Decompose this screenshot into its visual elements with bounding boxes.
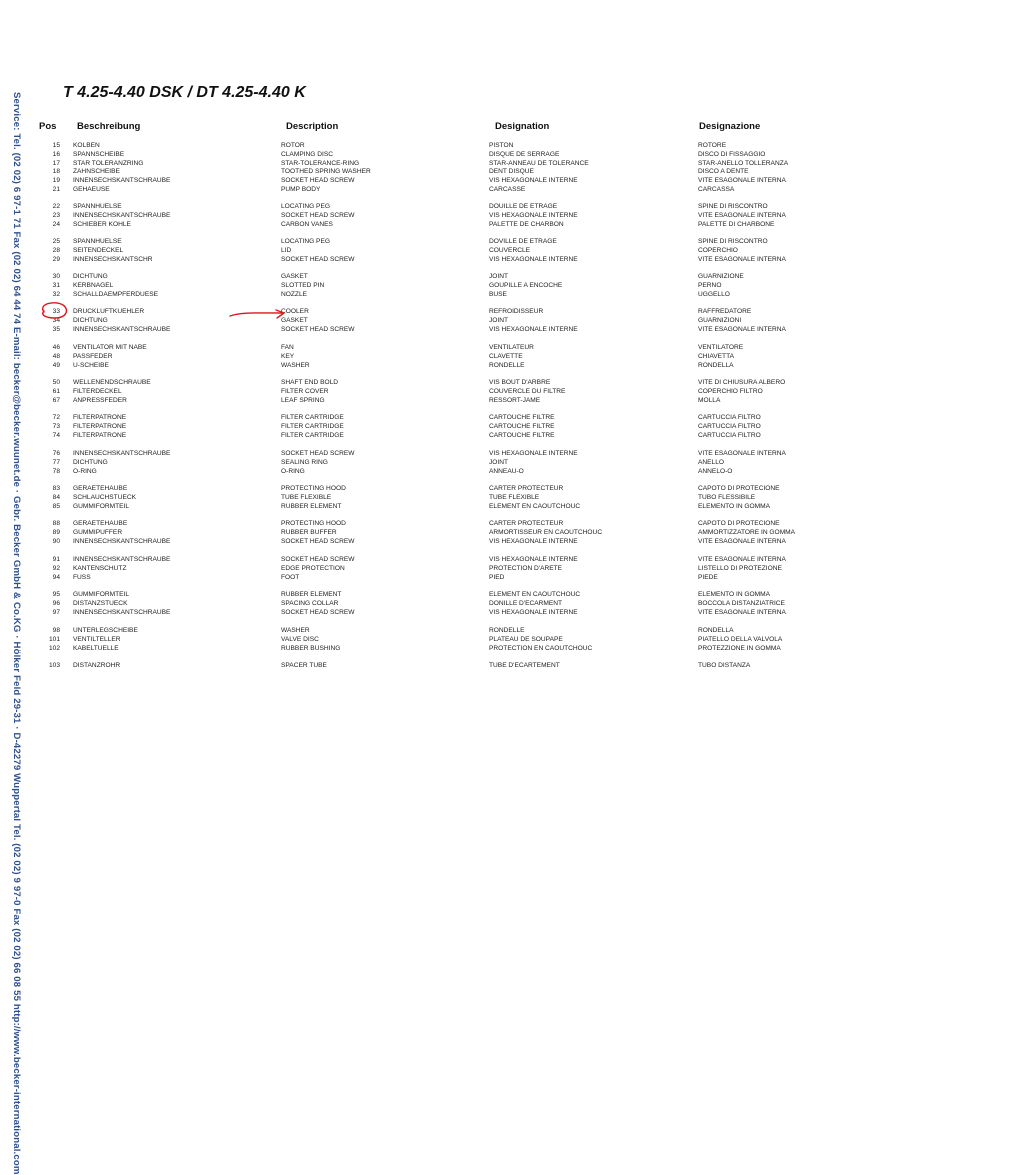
cell-en: SHAFT END BOLD xyxy=(281,379,339,386)
cell-en: FILTER CARTRIDGE xyxy=(281,431,344,439)
table-row xyxy=(0,449,1024,458)
cell-de: FILTERPATRONE xyxy=(73,414,127,421)
cell-fr: DENT DISQUE xyxy=(489,168,534,176)
cell-en: COOLER xyxy=(281,308,309,315)
cell-fr: CARTER PROTECTEUR xyxy=(489,485,564,492)
cell-it: PIATELLO DELLA VALVOLA xyxy=(698,635,783,643)
cell-pos: 103 xyxy=(48,662,60,669)
cell-fr: PLATEAU DE SOUPAPE xyxy=(489,635,563,643)
cell-fr: CARTOUCHE FILTRE xyxy=(489,431,555,439)
column-header-designation: Designation xyxy=(495,121,550,132)
cell-fr: VENTILATEUR xyxy=(489,344,534,351)
cell-fr: COUVERCLE xyxy=(489,246,531,254)
cell-en: SLOTTED PIN xyxy=(281,281,325,289)
cell-de: FILTERPATRONE xyxy=(73,422,127,430)
cell-fr: PISTON xyxy=(489,142,514,149)
cell-en: SOCKET HEAD SCREW xyxy=(281,211,355,219)
cell-it: RONDELLA xyxy=(698,627,734,634)
cell-fr: CLAVETTE xyxy=(489,352,523,360)
cell-fr: PROTECTION D'ARETE xyxy=(489,564,563,572)
table-row xyxy=(0,537,1024,546)
cell-fr: ANNEAU-O xyxy=(489,467,524,475)
cell-it: GUARNIZIONI xyxy=(698,316,742,324)
cell-fr: PROTECTION EN CAOUTCHOUC xyxy=(489,644,593,652)
cell-it: STAR-ANELLO TOLLERANZA xyxy=(698,159,789,167)
cell-en: PROTECTING HOOD xyxy=(281,520,346,527)
cell-de: INNENSECHSKANTSCHRAUBE xyxy=(73,608,171,616)
cell-fr: ELEMENT EN CAOUTCHOUC xyxy=(489,591,581,598)
cell-pos: 85 xyxy=(52,502,60,510)
cell-en: PUMP BODY xyxy=(281,186,321,193)
cell-it: VITE ESAGONALE INTERNA xyxy=(698,325,786,333)
cell-de: SCHLAUCHSTUECK xyxy=(73,493,137,501)
cell-en: KEY xyxy=(281,352,295,360)
cell-it: DISCO A DENTE xyxy=(698,168,749,176)
cell-en: PROTECTING HOOD xyxy=(281,485,346,492)
table-row xyxy=(0,167,1024,176)
cell-fr: ELEMENT EN CAOUTCHOUC xyxy=(489,502,581,510)
cell-pos: 98 xyxy=(52,627,60,634)
cell-fr: PALETTE DE CHARBON xyxy=(489,220,564,228)
cell-fr: BUSE xyxy=(489,290,507,298)
cell-it: UGGELLO xyxy=(698,290,730,298)
cell-de: DISTANZSTUECK xyxy=(73,599,128,607)
cell-fr: VIS HEXAGONALE INTERNE xyxy=(489,177,578,185)
cell-it: VITE ESAGONALE INTERNA xyxy=(698,177,786,185)
cell-de: STAR TOLERANZRING xyxy=(73,159,144,167)
table-row xyxy=(0,281,1024,290)
cell-en: RUBBER BUSHING xyxy=(281,644,341,652)
cell-it: COPERCHIO FILTRO xyxy=(698,387,763,395)
cell-de: GUMMIPUFFER xyxy=(73,528,123,536)
company-contact-text: Service: Tel. (02 02) 6 97-1 71 Fax (02 02) 64 44 74 E-mail: becker@becker.wuunet.de · Gebr. Becker GmbH & Co.KG · Hölker Feld 29-31 · D-42279 Wuppertal Tel. (02 02) 9 97-0 Fax (02 02) 66 08 55 http://www.becker-international.com xyxy=(11,92,22,1175)
cell-it: BOCCOLA DISTANZIATRICE xyxy=(698,599,785,607)
cell-it: CAPOTO DI PROTECIONE xyxy=(698,520,780,527)
cell-en: STAR-TOLERANCE-RING xyxy=(281,159,360,167)
cell-it: ELEMENTO IN GOMMA xyxy=(698,591,771,598)
cell-it: DISCO DI FISSAGGIO xyxy=(698,150,766,158)
cell-fr: VIS HEXAGONALE INTERNE xyxy=(489,255,578,263)
table-row xyxy=(0,176,1024,185)
table-row xyxy=(0,644,1024,653)
cell-it: ANNELO-O xyxy=(698,467,733,475)
table-row xyxy=(0,150,1024,159)
cell-pos: 88 xyxy=(52,520,60,527)
cell-fr: RONDELLE xyxy=(489,627,525,634)
cell-de: U-SCHEIBE xyxy=(73,361,109,369)
cell-de: FUSS xyxy=(73,573,91,581)
cell-en: CARBON VANES xyxy=(281,220,333,228)
table-row xyxy=(0,493,1024,502)
cell-pos: 89 xyxy=(52,528,60,536)
cell-fr: VIS BOUT D'ARBRE xyxy=(489,379,551,386)
cell-pos: 96 xyxy=(52,599,60,607)
cell-pos: 61 xyxy=(52,387,60,395)
table-row xyxy=(0,185,1024,194)
cell-de: VENTILATOR MIT NABE xyxy=(73,344,147,351)
cell-de: INNENSECHSKANTSCHRAUBE xyxy=(73,211,171,219)
cell-de: FILTERDECKEL xyxy=(73,387,122,395)
cell-de: KANTENSCHUTZ xyxy=(73,564,127,572)
cell-pos: 67 xyxy=(52,396,60,404)
cell-it: SPINE DI RISCONTRO xyxy=(698,203,768,210)
cell-de: SCHALLDAEMPFERDUESE xyxy=(73,290,159,298)
cell-fr: CARTOUCHE FILTRE xyxy=(489,414,555,421)
table-row xyxy=(0,141,1024,150)
cell-it: PROTEZZIONE IN GOMMA xyxy=(698,644,781,652)
cell-fr: VIS HEXAGONALE INTERNE xyxy=(489,556,578,563)
cell-pos: 46 xyxy=(52,344,60,351)
cell-en: SEALING RING xyxy=(281,458,328,466)
cell-de: INNENSECHSKANTSCHRAUBE xyxy=(73,450,171,457)
cell-fr: DISQUE DE SERRAGE xyxy=(489,150,560,158)
cell-it: PIEDE xyxy=(698,573,718,581)
table-row xyxy=(0,431,1024,440)
table-row xyxy=(0,573,1024,582)
cell-it: ELEMENTO IN GOMMA xyxy=(698,502,771,510)
cell-it: ANELLO xyxy=(698,458,725,466)
cell-en: SOCKET HEAD SCREW xyxy=(281,450,355,457)
cell-de: FILTERPATRONE xyxy=(73,431,127,439)
cell-en: TUBE FLEXIBLE xyxy=(281,493,332,501)
cell-pos: 50 xyxy=(52,379,60,386)
cell-de: DISTANZROHR xyxy=(73,662,121,669)
cell-pos: 24 xyxy=(52,220,60,228)
cell-fr: CARCASSE xyxy=(489,186,526,193)
table-row xyxy=(0,422,1024,431)
cell-it: COPERCHIO xyxy=(698,246,738,254)
cell-de: SEITENDECKEL xyxy=(73,246,124,254)
cell-pos: 22 xyxy=(52,203,60,210)
cell-fr: COUVERCLE DU FILTRE xyxy=(489,387,566,395)
table-row xyxy=(0,378,1024,387)
cell-en: RUBBER BUFFER xyxy=(281,528,337,536)
table-row xyxy=(0,519,1024,528)
cell-en: SPACER TUBE xyxy=(281,662,327,669)
table-row xyxy=(0,220,1024,229)
cell-de: VENTILTELLER xyxy=(73,635,121,643)
column-header-pos: Pos xyxy=(39,121,57,132)
cell-en: FOOT xyxy=(281,573,300,581)
cell-pos: 18 xyxy=(52,168,60,176)
cell-en: SPACING COLLAR xyxy=(281,599,339,607)
cell-it: PALETTE DI CHARBONE xyxy=(698,220,775,228)
cell-it: AMMORTIZZATORE IN GOMMA xyxy=(698,528,796,536)
table-row xyxy=(0,528,1024,537)
cell-it: VITE ESAGONALE INTERNA xyxy=(698,537,786,545)
cell-en: LID xyxy=(281,246,292,254)
cell-de: KOLBEN xyxy=(73,142,100,149)
cell-it: PERNO xyxy=(698,281,722,289)
cell-pos: 15 xyxy=(52,142,60,149)
table-row xyxy=(0,272,1024,281)
cell-it: VENTILATORE xyxy=(698,344,744,351)
table-row xyxy=(0,237,1024,246)
cell-fr: CARTER PROTECTEUR xyxy=(489,520,564,527)
cell-de: INNENSECHSKANTSCHRAUBE xyxy=(73,325,171,333)
cell-de: UNTERLEGSCHEIBE xyxy=(73,627,138,634)
table-row xyxy=(0,159,1024,168)
table-row xyxy=(0,325,1024,334)
cell-en: GASKET xyxy=(281,316,308,324)
cell-it: CAPOTO DI PROTECIONE xyxy=(698,485,780,492)
cell-pos: 33 xyxy=(52,308,60,315)
cell-de: GEHAEUSE xyxy=(73,186,110,193)
cell-en: ROTOR xyxy=(281,142,305,149)
cell-en: TOOTHED SPRING WASHER xyxy=(281,168,371,176)
cell-it: MOLLA xyxy=(698,396,721,404)
cell-en: GASKET xyxy=(281,273,308,280)
cell-en: SOCKET HEAD SCREW xyxy=(281,556,355,563)
table-row xyxy=(0,484,1024,493)
cell-pos: 30 xyxy=(52,273,60,280)
cell-pos: 49 xyxy=(52,361,60,369)
table-row xyxy=(0,590,1024,599)
table-row xyxy=(0,635,1024,644)
cell-de: SCHIEBER KOHLE xyxy=(73,220,131,228)
table-row xyxy=(0,246,1024,255)
cell-fr: VIS HEXAGONALE INTERNE xyxy=(489,211,578,219)
cell-it: VITE ESAGONALE INTERNA xyxy=(698,450,786,457)
cell-fr: CARTOUCHE FILTRE xyxy=(489,422,555,430)
cell-it: CARTUCCIA FILTRO xyxy=(698,431,761,439)
cell-fr: REFROIDISSEUR xyxy=(489,308,544,315)
cell-de: SPANNSCHEIBE xyxy=(73,150,125,158)
cell-it: CARCASSA xyxy=(698,186,735,193)
cell-en: FILTER CARTRIDGE xyxy=(281,422,344,430)
cell-de: GERAETEHAUBE xyxy=(73,485,128,492)
cell-pos: 23 xyxy=(52,211,60,219)
cell-pos: 101 xyxy=(48,635,60,643)
cell-fr: VIS HEXAGONALE INTERNE xyxy=(489,325,578,333)
cell-it: VITE ESAGONALE INTERNA xyxy=(698,211,786,219)
cell-fr: JOINT xyxy=(489,316,509,324)
cell-de: ANPRESSFEDER xyxy=(73,396,127,404)
cell-de: GUMMIFORMTEIL xyxy=(73,502,130,510)
cell-it: TUBO FLESSIBILE xyxy=(698,493,756,501)
cell-pos: 97 xyxy=(52,608,60,616)
cell-en: RUBBER ELEMENT xyxy=(281,502,342,510)
cell-pos: 25 xyxy=(52,238,60,245)
table-row xyxy=(0,564,1024,573)
table-row xyxy=(0,413,1024,422)
table-row xyxy=(0,467,1024,476)
cell-fr: VIS HEXAGONALE INTERNE xyxy=(489,537,578,545)
column-header-beschreibung: Beschreibung xyxy=(77,121,141,132)
cell-en: SOCKET HEAD SCREW xyxy=(281,325,355,333)
cell-it: VITE ESAGONALE INTERNA xyxy=(698,255,786,263)
cell-it: CARTUCCIA FILTRO xyxy=(698,422,761,430)
cell-it: CHIAVETTA xyxy=(698,352,735,360)
cell-it: SPINE DI RISCONTRO xyxy=(698,238,768,245)
cell-pos: 102 xyxy=(48,644,60,652)
table-row xyxy=(0,387,1024,396)
table-row xyxy=(0,599,1024,608)
cell-fr: TUBE FLEXIBLE xyxy=(489,493,540,501)
cell-en: VALVE DISC xyxy=(281,635,319,643)
table-row xyxy=(0,307,1024,316)
cell-de: ZAHNSCHEIBE xyxy=(73,168,120,176)
cell-pos: 76 xyxy=(52,450,60,457)
cell-fr: JOINT xyxy=(489,458,509,466)
cell-de: DICHTUNG xyxy=(73,316,108,324)
cell-it: TUBO DISTANZA xyxy=(698,662,751,669)
cell-pos: 32 xyxy=(52,290,60,298)
cell-fr: DONILLE D'ECARMENT xyxy=(489,599,563,607)
cell-de: GUMMIFORMTEIL xyxy=(73,591,130,598)
cell-it: GUARNIZIONE xyxy=(698,273,744,280)
table-row xyxy=(0,343,1024,352)
cell-pos: 34 xyxy=(52,316,60,324)
table-row xyxy=(0,211,1024,220)
cell-de: DRUCKLUFTKUEHLER xyxy=(73,308,145,315)
cell-pos: 72 xyxy=(52,414,60,421)
cell-de: INNENSECHSKANTSCHRAUBE xyxy=(73,556,171,563)
cell-pos: 16 xyxy=(52,150,60,158)
cell-pos: 78 xyxy=(52,467,60,475)
cell-de: KERBNAGEL xyxy=(73,281,114,289)
cell-de: SPANNHUELSE xyxy=(73,203,122,210)
cell-de: WELLENENDSCHRAUBE xyxy=(73,379,151,386)
cell-fr: RESSORT-JAME xyxy=(489,396,541,404)
table-row xyxy=(0,626,1024,635)
table-row xyxy=(0,290,1024,299)
cell-en: LOCATING PEG xyxy=(281,238,330,245)
cell-pos: 91 xyxy=(52,556,60,563)
table-row xyxy=(0,255,1024,264)
table-row xyxy=(0,555,1024,564)
cell-de: PASSFEDER xyxy=(73,352,113,360)
cell-it: CARTUCCIA FILTRO xyxy=(698,414,761,421)
cell-en: FAN xyxy=(281,344,294,351)
cell-de: DICHTUNG xyxy=(73,273,108,280)
cell-fr: STAR-ANNEAU DE TOLERANCE xyxy=(489,159,589,167)
table-row xyxy=(0,608,1024,617)
cell-en: WASHER xyxy=(281,627,310,634)
cell-pos: 21 xyxy=(52,186,60,193)
cell-pos: 94 xyxy=(52,573,60,581)
cell-en: FILTER COVER xyxy=(281,387,329,395)
table-row xyxy=(0,661,1024,670)
cell-pos: 28 xyxy=(52,246,60,254)
cell-fr: VIS HEXAGONALE INTERNE xyxy=(489,450,578,457)
page-title: T 4.25-4.40 DSK / DT 4.25-4.40 K xyxy=(63,84,306,101)
cell-de: O-RING xyxy=(73,467,97,475)
table-row xyxy=(0,396,1024,405)
cell-pos: 74 xyxy=(52,431,60,439)
table-row xyxy=(0,202,1024,211)
cell-en: FILTER CARTRIDGE xyxy=(281,414,344,421)
cell-pos: 84 xyxy=(52,493,60,501)
cell-pos: 35 xyxy=(52,325,60,333)
cell-de: INNENSECHSKANTSCHRAUBE xyxy=(73,537,171,545)
cell-en: SOCKET HEAD SCREW xyxy=(281,608,355,616)
table-row xyxy=(0,361,1024,370)
cell-de: SPANNHUELSE xyxy=(73,238,122,245)
cell-en: CLAMPING DISC xyxy=(281,150,334,158)
cell-de: GERAETEHAUBE xyxy=(73,520,128,527)
cell-de: INNENSECHSKANTSCHRAUBE xyxy=(73,177,171,185)
cell-en: O-RING xyxy=(281,467,305,475)
cell-pos: 31 xyxy=(52,281,60,289)
cell-pos: 92 xyxy=(52,564,60,572)
cell-pos: 17 xyxy=(52,159,60,167)
cell-pos: 95 xyxy=(52,591,60,598)
cell-en: WASHER xyxy=(281,361,310,369)
cell-pos: 29 xyxy=(52,255,60,263)
cell-pos: 19 xyxy=(52,177,60,185)
cell-en: NOZZLE xyxy=(281,290,308,298)
cell-fr: DOVILLE DE ETRAGE xyxy=(489,238,557,245)
table-row xyxy=(0,316,1024,325)
table-row xyxy=(0,458,1024,467)
cell-it: VITE DI CHIUSURA ALBERO xyxy=(698,379,786,386)
cell-fr: RONDELLE xyxy=(489,361,525,369)
table-row xyxy=(0,502,1024,511)
cell-en: SOCKET HEAD SCREW xyxy=(281,255,355,263)
cell-it: ROTORE xyxy=(698,142,727,149)
column-header-designazione: Designazione xyxy=(699,121,761,132)
table-row xyxy=(0,352,1024,361)
cell-fr: ARMORTISSEUR EN CAOUTCHOUC xyxy=(489,528,603,536)
cell-fr: TUBE D'ECARTEMENT xyxy=(489,662,560,669)
cell-en: RUBBER ELEMENT xyxy=(281,591,342,598)
cell-fr: VIS HEXAGONALE INTERNE xyxy=(489,608,578,616)
cell-pos: 73 xyxy=(52,422,60,430)
cell-it: VITE ESAGONALE INTERNA xyxy=(698,556,786,563)
cell-de: DICHTUNG xyxy=(73,458,108,466)
cell-en: EDGE PROTECTION xyxy=(281,564,345,572)
cell-de: INNENSECHSKANTSCHR xyxy=(73,255,153,263)
cell-pos: 83 xyxy=(52,485,60,492)
cell-fr: PIED xyxy=(489,573,505,581)
cell-pos: 90 xyxy=(52,537,60,545)
cell-en: SOCKET HEAD SCREW xyxy=(281,177,355,185)
cell-en: SOCKET HEAD SCREW xyxy=(281,537,355,545)
cell-en: LEAF SPRING xyxy=(281,396,325,404)
cell-it: VITE ESAGONALE INTERNA xyxy=(698,608,786,616)
cell-fr: JOINT xyxy=(489,273,509,280)
column-header-description: Description xyxy=(286,121,339,132)
cell-pos: 77 xyxy=(52,458,60,466)
cell-en: LOCATING PEG xyxy=(281,203,330,210)
cell-it: LISTELLO DI PROTEZIONE xyxy=(698,564,782,572)
cell-fr: DOUILLE DE ETRAGE xyxy=(489,203,558,210)
cell-de: KABELTUELLE xyxy=(73,644,119,652)
cell-it: RAFFREDATORE xyxy=(698,308,752,315)
cell-fr: GOUPILLE A ENCOCHE xyxy=(489,281,563,289)
cell-it: RONDELLA xyxy=(698,361,734,369)
cell-pos: 48 xyxy=(52,352,60,360)
